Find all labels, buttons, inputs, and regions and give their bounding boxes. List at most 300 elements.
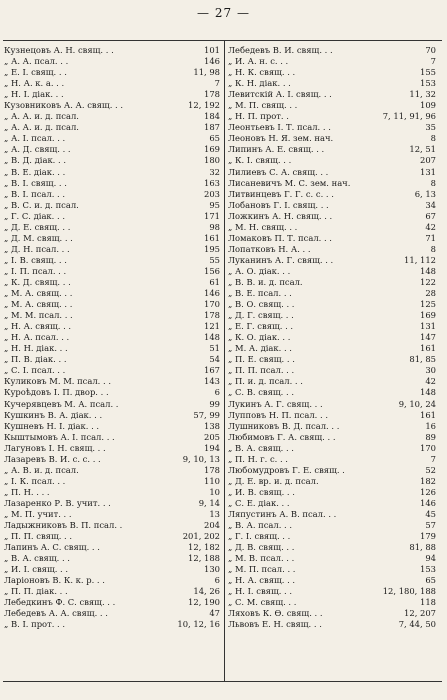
entry-name: „ Д. Г. свящ. . .: [228, 310, 294, 321]
index-entry: [228, 454, 436, 465]
index-entry: [228, 178, 436, 189]
index-entry: [4, 354, 220, 365]
entry-name: „ П. Е. свящ. . .: [228, 354, 295, 365]
index-entry: [4, 465, 220, 476]
entry-name: Лебедкинъ Ф. С. свящ. . .: [4, 597, 116, 608]
index-entry: [4, 509, 220, 520]
entry-name: „ М. А. свящ. . .: [4, 299, 73, 310]
entry-name: „ Д. Е. свящ. . .: [4, 221, 71, 232]
index-entry: [228, 432, 436, 443]
entry-pages: 179: [420, 531, 436, 542]
entry-pages: 42: [425, 221, 436, 232]
index-entry: [4, 67, 220, 78]
entry-pages: 61: [209, 276, 220, 287]
index-entry: [4, 78, 220, 89]
entry-name: „ В. Е. псал. . .: [228, 288, 292, 299]
entry-name: „ М. П. учит. . .: [4, 508, 72, 519]
entry-pages: 131: [420, 166, 436, 177]
index-entry: [228, 233, 436, 244]
index-entry: [228, 443, 436, 454]
entry-pages: 51: [209, 343, 220, 354]
entry-pages: 121: [204, 321, 220, 332]
right-index-column: [228, 45, 436, 630]
entry-pages: 12, 188: [188, 553, 220, 564]
entry-pages: 148: [420, 387, 436, 398]
entry-name: „ Е. І. свящ. . .: [4, 67, 67, 78]
entry-pages: 178: [204, 89, 220, 100]
index-entry: [228, 376, 436, 387]
entry-name: „ В. А. свящ. . .: [228, 442, 294, 453]
entry-name: Ложкинъ А. Н. свящ. . .: [228, 210, 333, 221]
entry-name: Литвинцевъ Г. Г. с. с. . .: [228, 188, 334, 199]
index-entry: [228, 266, 436, 277]
entry-name: „ П. и. д. псал. . .: [228, 376, 303, 387]
entry-name: „ И. І. свящ. . .: [4, 564, 69, 575]
index-entry: [4, 45, 220, 56]
entry-pages: 143: [204, 376, 220, 387]
index-entry: [4, 432, 220, 443]
entry-pages: 9, 14: [198, 497, 220, 508]
left-index-column: [4, 45, 220, 630]
entry-name: „ І. В. свящ. . .: [4, 254, 67, 265]
index-entry: [228, 155, 436, 166]
entry-pages: 95: [209, 199, 220, 210]
entry-name: „ А. А. псал. . .: [4, 56, 69, 67]
entry-name: „ А. А. и. д. псал.: [4, 122, 79, 133]
entry-pages: 125: [420, 299, 436, 310]
entry-pages: 138: [204, 420, 220, 431]
index-entry: [4, 608, 220, 619]
entry-pages: 156: [204, 265, 220, 276]
index-entry: [228, 133, 436, 144]
entry-pages: 182: [420, 475, 436, 486]
entry-name: „ М. М. псал. . .: [4, 310, 73, 321]
entry-name: Ломаковъ П. Т. псал. . .: [228, 232, 332, 243]
entry-pages: 28: [425, 288, 436, 299]
entry-name: Ляховъ К. Ѳ. свящ. . .: [228, 608, 323, 619]
index-entry: [4, 133, 220, 144]
entry-name: Лукинъ А. Г. свящ. . .: [228, 398, 323, 409]
entry-name: „ В. А. свящ. . .: [4, 553, 70, 564]
entry-pages: 7: [214, 78, 220, 89]
entry-name: Ляпустинъ А. В. псал. . .: [228, 508, 337, 519]
entry-name: „ П. В. діак. . .: [4, 354, 67, 365]
entry-pages: 12, 190: [188, 597, 220, 608]
index-entry: [228, 465, 436, 476]
entry-name: Львовъ Е. Н. свящ. . .: [228, 619, 322, 630]
index-entry: [228, 520, 436, 531]
index-entry: [228, 410, 436, 421]
index-entry: [4, 531, 220, 542]
entry-pages: 99: [209, 398, 220, 409]
index-entry: [4, 89, 220, 100]
entry-pages: 178: [204, 310, 220, 321]
index-entry: [4, 553, 220, 564]
entry-name: „ М. Н. свящ. . .: [228, 221, 298, 232]
entry-name: Лопатковъ Н. А. . .: [228, 243, 311, 254]
entry-name: „ М. А. свящ. . .: [4, 288, 73, 299]
entry-name: „ С. Е. діак. . .: [228, 497, 290, 508]
entry-pages: 170: [204, 299, 220, 310]
entry-pages: 34: [425, 199, 436, 210]
index-entry: [228, 78, 436, 89]
index-entry: [228, 100, 436, 111]
entry-pages: 47: [209, 608, 220, 619]
entry-name: „ В. І. свящ. . .: [4, 177, 67, 188]
entry-name: „ В. А. псал. . .: [228, 520, 293, 531]
index-entry: [4, 443, 220, 454]
entry-name: „ И. В. свящ. . .: [228, 486, 295, 497]
index-entry: [4, 564, 220, 575]
entry-pages: 169: [420, 310, 436, 321]
index-entry: [4, 144, 220, 155]
entry-name: „ Н. П. прот. .: [228, 111, 289, 122]
index-entry: [4, 222, 220, 233]
index-entry: [4, 575, 220, 586]
entry-name: „ Г. С. діак. . .: [4, 210, 65, 221]
index-entry: [228, 211, 436, 222]
entry-name: „ П. П. свящ. . .: [4, 531, 73, 542]
entry-name: Кушневъ Н. І. діак. . .: [4, 420, 100, 431]
index-entry: [228, 597, 436, 608]
entry-pages: 98: [209, 221, 220, 232]
entry-pages: 9, 10, 24: [398, 398, 436, 409]
index-entry: [228, 564, 436, 575]
entry-name: „ В. Д. діак. . .: [4, 155, 66, 166]
index-entry: [4, 155, 220, 166]
entry-pages: 71: [425, 232, 436, 243]
column-divider: [224, 40, 225, 682]
entry-name: „ М. В. псал. . .: [228, 553, 295, 564]
entry-pages: 163: [204, 177, 220, 188]
index-entry: [228, 111, 436, 122]
entry-name: „ Н. А. свящ. . .: [228, 575, 296, 586]
entry-pages: 118: [420, 597, 436, 608]
entry-name: Куликовъ М. М. псал. . .: [4, 376, 111, 387]
entry-pages: 155: [420, 67, 436, 78]
entry-pages: 7: [430, 56, 436, 67]
entry-pages: 7, 44, 50: [398, 619, 436, 630]
entry-pages: 65: [209, 133, 220, 144]
entry-name: „ В. І. прот. . .: [4, 619, 66, 630]
entry-name: „ С. В. свящ. . .: [228, 387, 294, 398]
index-entry: [228, 167, 436, 178]
entry-pages: 6: [214, 575, 220, 586]
entry-name: Кузовниковъ А. А. свящ. . .: [4, 100, 124, 111]
index-entry: [4, 365, 220, 376]
index-entry: [228, 586, 436, 597]
entry-name: „ Д. Н. псал. . .: [4, 243, 70, 254]
entry-name: „ М. А. діак. . .: [228, 343, 292, 354]
entry-pages: 126: [420, 486, 436, 497]
entry-name: „ А. Д. свящ. . .: [4, 144, 71, 155]
page-number: — 27 —: [197, 6, 250, 20]
entry-name: „ С. М. свящ. . .: [228, 597, 297, 608]
index-entry: [228, 67, 436, 78]
entry-pages: 11, 112: [404, 254, 436, 265]
entry-name: Луканинъ А. Г. свящ. . .: [228, 254, 334, 265]
entry-name: „ П. Н. . . .: [4, 486, 50, 497]
entry-pages: 122: [420, 276, 436, 287]
entry-pages: 148: [420, 265, 436, 276]
entry-name: Ларіоновъ В. К. к. р. . .: [4, 575, 105, 586]
index-entry: [4, 520, 220, 531]
entry-name: Лебедевъ В. И. свящ. . .: [228, 45, 333, 55]
entry-pages: 12, 207: [404, 608, 436, 619]
entry-pages: 55: [209, 254, 220, 265]
entry-pages: 146: [204, 288, 220, 299]
entry-name: Лазаренко Р. В. учит. . .: [4, 497, 111, 508]
entry-name: Лобановъ Г. І. свящ. . .: [228, 199, 329, 210]
index-entry: [228, 200, 436, 211]
entry-pages: 146: [204, 56, 220, 67]
index-entry: [228, 531, 436, 542]
entry-name: Куроѣдовъ І. П. двор. . .: [4, 387, 109, 398]
entry-pages: 161: [204, 232, 220, 243]
entry-name: „ А. І. псал. . .: [4, 133, 66, 144]
entry-pages: 153: [420, 78, 436, 89]
index-entry: [4, 454, 220, 465]
entry-pages: 14, 26: [193, 586, 220, 597]
entry-name: „ В. І. псал. . .: [4, 188, 66, 199]
entry-pages: 204: [204, 520, 220, 531]
entry-name: „ Н. Н. діак. . .: [4, 343, 68, 354]
index-entry: [228, 299, 436, 310]
entry-name: Кыштымовъ А. І. псал. . .: [4, 431, 115, 442]
entry-pages: 89: [425, 431, 436, 442]
entry-name: „ П. П. псал. . .: [228, 365, 295, 376]
entry-name: „ Е. Г. свящ. . .: [228, 321, 294, 332]
entry-name: „ К. О. діак. . .: [228, 332, 291, 343]
entry-pages: 161: [420, 343, 436, 354]
entry-pages: 110: [204, 475, 220, 486]
entry-name: „ Н. І. діак. . .: [4, 89, 64, 100]
entry-pages: 170: [420, 442, 436, 453]
index-entry: [228, 244, 436, 255]
index-entry: [228, 365, 436, 376]
index-entry: [4, 244, 220, 255]
entry-name: „ К. І. свящ. . .: [228, 155, 292, 166]
index-entry: [228, 608, 436, 619]
entry-pages: 6: [214, 387, 220, 398]
entry-pages: 42: [425, 376, 436, 387]
index-entry: [228, 553, 436, 564]
entry-pages: 54: [209, 354, 220, 365]
index-entry: [228, 332, 436, 343]
index-entry: [228, 619, 436, 630]
index-entry: [4, 200, 220, 211]
entry-pages: 57: [425, 520, 436, 531]
entry-pages: 184: [204, 111, 220, 122]
entry-name: „ В. В. и. д. псал.: [228, 276, 303, 287]
entry-pages: 70: [425, 45, 436, 55]
index-entry: [228, 387, 436, 398]
index-entry: [4, 288, 220, 299]
index-entry: [228, 354, 436, 365]
index-entry: [228, 542, 436, 553]
index-entry: [228, 56, 436, 67]
index-entry: [4, 178, 220, 189]
entry-pages: 207: [420, 155, 436, 166]
entry-name: „ М. П. псал. . .: [228, 564, 296, 575]
entry-pages: 11, 32: [409, 89, 436, 100]
index-entry: [4, 189, 220, 200]
entry-name: „ К. Н. діак. . .: [228, 78, 291, 89]
entry-name: „ Н. К. свящ. . .: [228, 67, 296, 78]
entry-name: Лагуновъ І. Н. свящ. . .: [4, 442, 106, 453]
entry-pages: 81, 88: [409, 542, 436, 553]
entry-name: „ І. К. псал. . .: [4, 475, 66, 486]
entry-name: „ В. С. и. д. псал.: [4, 199, 79, 210]
entry-pages: 195: [204, 243, 220, 254]
entry-name: „ І. П. псал. . .: [4, 265, 67, 276]
index-entry: [4, 619, 220, 630]
index-entry: [4, 421, 220, 432]
index-entry: [228, 45, 436, 56]
index-entry: [4, 233, 220, 244]
index-entry: [228, 575, 436, 586]
index-entry: [228, 189, 436, 200]
entry-pages: 205: [204, 431, 220, 442]
entry-name: „ Г. І. свящ. . .: [228, 531, 291, 542]
entry-name: „ И. А. н. с. . .: [228, 56, 289, 67]
entry-name: Леоновъ Н. Я. зем. нач.: [228, 133, 334, 144]
index-entry: [4, 476, 220, 487]
entry-pages: 180: [204, 155, 220, 166]
entry-pages: 10: [209, 486, 220, 497]
entry-pages: 8: [430, 177, 436, 188]
entry-pages: 153: [420, 564, 436, 575]
entry-name: Кучерявцевъ М. А. псал. .: [4, 398, 119, 409]
entry-name: Левитскій А. І. свящ. . .: [228, 89, 332, 100]
index-entry: [228, 476, 436, 487]
index-entry: [228, 122, 436, 133]
entry-pages: 13: [209, 508, 220, 519]
entry-pages: 30: [425, 365, 436, 376]
entry-pages: 12, 51: [409, 144, 436, 155]
entry-pages: 147: [420, 332, 436, 343]
index-entry: [228, 321, 436, 332]
index-entry: [228, 222, 436, 233]
entry-pages: 57, 99: [193, 409, 220, 420]
entry-name: „ Н. І. свящ. . .: [228, 586, 293, 597]
entry-pages: 8: [430, 243, 436, 254]
entry-pages: 101: [204, 45, 220, 55]
entry-name: „ А. А. и. д. псал.: [4, 111, 79, 122]
entry-name: Липинъ А. Е. свящ. . .: [228, 144, 325, 155]
entry-pages: 9, 10, 13: [182, 453, 220, 464]
entry-pages: 187: [204, 122, 220, 133]
index-entry: [4, 111, 220, 122]
entry-name: „ Н. А. к. а. . .: [4, 78, 65, 89]
entry-name: Кузнецовъ А. Н. свящ. . .: [4, 45, 114, 55]
entry-pages: 161: [420, 409, 436, 420]
index-entry: [4, 100, 220, 111]
index-entry: [228, 144, 436, 155]
entry-name: „ П. П. діак. . .: [4, 586, 68, 597]
index-entry: [228, 255, 436, 266]
entry-name: Лебедевъ А. А. свящ. . .: [4, 608, 108, 619]
entry-pages: 109: [420, 100, 436, 111]
index-entry: [228, 277, 436, 288]
entry-pages: 32: [209, 166, 220, 177]
index-entry: [4, 586, 220, 597]
entry-name: „ В. Е. діак. . .: [4, 166, 66, 177]
index-entry: [4, 498, 220, 509]
entry-pages: 67: [425, 210, 436, 221]
index-entry: [4, 376, 220, 387]
entry-pages: 130: [204, 564, 220, 575]
entry-name: „ Д. М. свящ. . .: [4, 232, 73, 243]
entry-name: „ Д. В. свящ. . .: [228, 542, 295, 553]
entry-pages: 6, 13: [414, 188, 436, 199]
entry-name: Леонтьевъ І. Т. псал. . .: [228, 122, 331, 133]
entry-pages: 203: [204, 188, 220, 199]
entry-name: Лушниковъ В. Д. псал. . .: [228, 420, 340, 431]
index-entry: [4, 332, 220, 343]
entry-pages: 10, 12, 16: [177, 619, 220, 630]
index-entry: [4, 167, 220, 178]
entry-pages: 167: [204, 365, 220, 376]
index-entry: [228, 498, 436, 509]
entry-name: „ А. В. и. д. псал.: [4, 464, 79, 475]
index-entry: [228, 399, 436, 410]
index-entry: [4, 387, 220, 398]
index-entry: [4, 542, 220, 553]
index-entry: [4, 122, 220, 133]
entry-name: Лупповъ Н. П. псал. . .: [228, 409, 328, 420]
entry-name: „ Д. Е. вр. и. д. псал.: [228, 475, 319, 486]
entry-pages: 7, 11, 91, 96: [382, 111, 436, 122]
entry-pages: 178: [204, 464, 220, 475]
index-entry: [228, 487, 436, 498]
entry-pages: 81, 85: [409, 354, 436, 365]
entry-pages: 194: [204, 442, 220, 453]
index-entry: [4, 321, 220, 332]
entry-name: Лилиевъ С. А. свящ. . .: [228, 166, 329, 177]
entry-name: Ладыжниковъ В. П. псал. .: [4, 520, 123, 531]
entry-name: „ К. Д. свящ. . .: [4, 276, 71, 287]
index-entry: [228, 343, 436, 354]
entry-pages: 16: [425, 420, 436, 431]
index-entry: [4, 299, 220, 310]
entry-name: „ Н. А. свящ. . .: [4, 321, 72, 332]
entry-pages: 12, 180, 188: [382, 586, 436, 597]
entry-name: Любимовъ Г. А. свящ. . .: [228, 431, 336, 442]
entry-name: Любомудровъ Г. Е. свящ. .: [228, 464, 345, 475]
entry-pages: 35: [425, 122, 436, 133]
entry-name: Лапинъ А. С. свящ. . .: [4, 542, 100, 553]
entry-pages: 65: [425, 575, 436, 586]
index-entry: [4, 343, 220, 354]
entry-pages: 12, 182: [188, 542, 220, 553]
entry-pages: 8: [430, 133, 436, 144]
index-entry: [4, 597, 220, 608]
entry-pages: 201, 202: [182, 531, 220, 542]
entry-pages: 11, 98: [193, 67, 220, 78]
entry-name: Лазаревъ В. И. с. с. . .: [4, 453, 101, 464]
index-entry: [4, 266, 220, 277]
index-entry: [4, 310, 220, 321]
entry-pages: 131: [420, 321, 436, 332]
entry-pages: 45: [425, 508, 436, 519]
index-entry: [4, 211, 220, 222]
index-entry: [228, 421, 436, 432]
entry-pages: 148: [204, 332, 220, 343]
entry-name: Кушкинъ В. А. діак. . .: [4, 409, 103, 420]
index-entry: [4, 277, 220, 288]
index-entry: [4, 56, 220, 67]
